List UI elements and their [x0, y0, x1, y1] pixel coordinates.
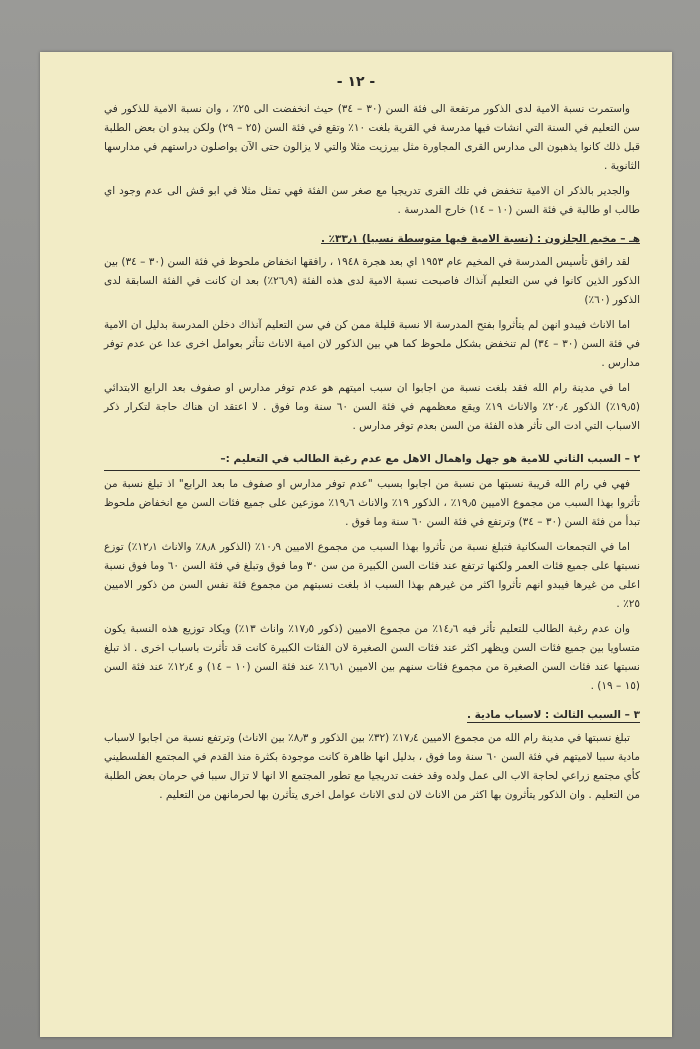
heading-third-reason-text: ٣ – السبب الثالث : لاسباب مادية . [467, 709, 640, 721]
document-page [40, 52, 672, 1037]
paragraph-settlements-neglect: اما في التجمعات السكانية فتبلغ نسبة من تأثروا بهذا السبب من مجموع الاميين ١٠٫٩٪ (الذكور ٨٫٨٪ والاناث ١٢٫١٪) توزع نسبتها على جميع فئات العمر ولكنها ترتفع عند فئات السن الكبيرة من سن ٣٠ وما فوق وتبلغ في فئة السن ٦٠ وما فوق نسبة اعلى من غيرها فيبدو انهم تأثروا اكثر من غيرهم بهذا السبب اذ بلغت نسبتهم من مجموع فئة نفس السن من ذكور الاميين ٢٥٪ . [104, 541, 641, 610]
heading-second-reason [104, 450, 640, 471]
heading-jalazone-camp [104, 230, 640, 249]
paragraph-camp-school: لقد رافق تأسيس المدرسة في المخيم عام ١٩٥٣ اي بعد هجرة ١٩٤٨ ، رافقها انخفاض ملحوظ في فئة السن (٣٠ – ٣٤) بين الذكور الذين كانوا في سن التعليم آنذاك فاصبحت نسبة الامية لدى هذه الفئة (٢٦٫٩٪) بعد ان كانت في الفئة السابقة لدى الذكور (٦٠٪) [104, 256, 640, 306]
heading-second-reason-text: ٢ – السبب الثاني للامية هو جهل واهمال الاهل مع عدم رغبة الطالب في التعليم :– [220, 453, 640, 465]
paragraph-literacy-males: واستمرت نسبة الامية لدى الذكور مرتفعة الى فئة السن (٣٠ – ٣٤) حيث انخفضت الى ٢٥٪ ، وان نسبة الامية للذكور في سن التعليم في السنة التي انشات فيها مدرسة في القرية بلغت ١٠٪ وتقع في فئة السن (٢٥ – ٢٩) ولكن يبدو ان بعض الطلبة قبل ذلك كانوا يذهبون الى مدارس القرى المجاورة مثل بيرزيت مثلا والتي لا يزالون حتى الآن يواصلون دراستهم في مدارسها الثانوية . [104, 103, 640, 172]
paragraph-villages-decline: والجدير بالذكر ان الامية تنخفض في تلك القرى تدريجيا مع صغر سن الفئة فهي تمثل مثلا في ابو قش الى عدم وجود اي طالب او طالبة في فئة السن (١٠ – ١٤) خارج المدرسة . [104, 185, 640, 216]
heading-jalazone-camp-text: هـ – مخيم الجلزون : (نسبة الامية فيها متوسطة نسبيا) ٣٣٫١٪ . [320, 233, 640, 245]
paragraph-financial-reasons: تبلغ نسبتها في مدينة رام الله من مجموع الاميين ١٧٫٤٪ (٣٢٪ بين الذكور و ٨٫٣٪ بين الاناث) وترتفع نسبة من اجابوا لاسباب مادية سببا لاميتهم في فئة السن ٦٠ سنة وما فوق ، بدليل انها ظاهرة كانت موجودة بكثرة منذ القدم في المجتمع الفلسطيني كأي مجتمع زراعي لحاجة الاب الى عمل ولده وقد خفت تدريجيا مع تطور المجتمع الا انها لا تزال سببا في حرمان بعض الطلبة من التعليم . وان الذكور يتأثرون بها اكثر من الاناث لان لدى الاناث عوامل اخرى يتأثرن بها لحرمانهن من التعليم . [104, 732, 640, 801]
paragraph-ramallah-neglect: فهي في رام الله قريبة نسبتها من نسبة من اجابوا بسبب "عدم توفر مدارس او صفوف ما بعد الرابع" اذ تبلغ نسبة من تأثروا بهذا السبب من مجموع الاميين ١٩٫٥٪ ، الذكور ١٩٪ والاناث ١٩٫٦٪ موزعين على جميع فئات السن مع انخفاض ملحوظ تبدأ من فئة السن (٣٠ – ٣٤) وترتفع في فئة السن ٦٠ سنة وما فوق . [104, 478, 640, 528]
page-number: - ١٢ - [336, 74, 376, 90]
paragraph-camp-females: اما الاناث فيبدو انهن لم يتأثروا بفتح المدرسة الا نسبة قليلة ممن كن في سن التعليم آنذاك دخلن المدرسة بدليل ان الامية في فئة السن (٣٠ – ٣٤) لم تنخفض بشكل ملحوظ كما هي بين الذكور لان امية الاناث تتأثر بعوامل اخرى عدا عن عدم توفر مدارس . [104, 319, 640, 369]
page-body [104, 100, 640, 809]
paragraph-student-unwillingness: وان عدم رغبة الطالب للتعليم تأثر فيه ١٤٫٦٪ من مجموع الاميين (ذكور ١٧٫٥٪ واناث ١٣٪) ويكاد توزيع هذه النسبة يكون متساويا بين جميع فئات السن ويظهر اكثر عند فئات السن الصغيرة لان الفئات الكبيرة كانت قد تأثرت باسباب اخرى . اذ تبلغ نسبتها عند فئات السن الصغيرة من مجموع فئات سنهم بين الاميين ١٦٫١٪ عند فئة السن (١٠ – ١٤) و ١٢٫٤٪ عند فئة السن (١٥ – ١٩) . [104, 623, 640, 692]
paragraph-ramallah-schools: اما في مدينة رام الله فقد بلغت نسبة من اجابوا ان سبب اميتهم هو عدم توفر مدارس او صفوف بعد الرابع الابتدائي (١٩٫٥٪) الذكور ٢٠٫٤٪ والاناث ١٩٪ ويقع معظمهم في فئة السن ٦٠ سنة وما فوق . لا اعتقد ان هناك حاجة لتكرار ذكر الاسباب التي ادت الى تأثر هذه الفئة من السن بعدم توفر مدارس . [104, 382, 640, 432]
heading-third-reason [104, 706, 640, 725]
